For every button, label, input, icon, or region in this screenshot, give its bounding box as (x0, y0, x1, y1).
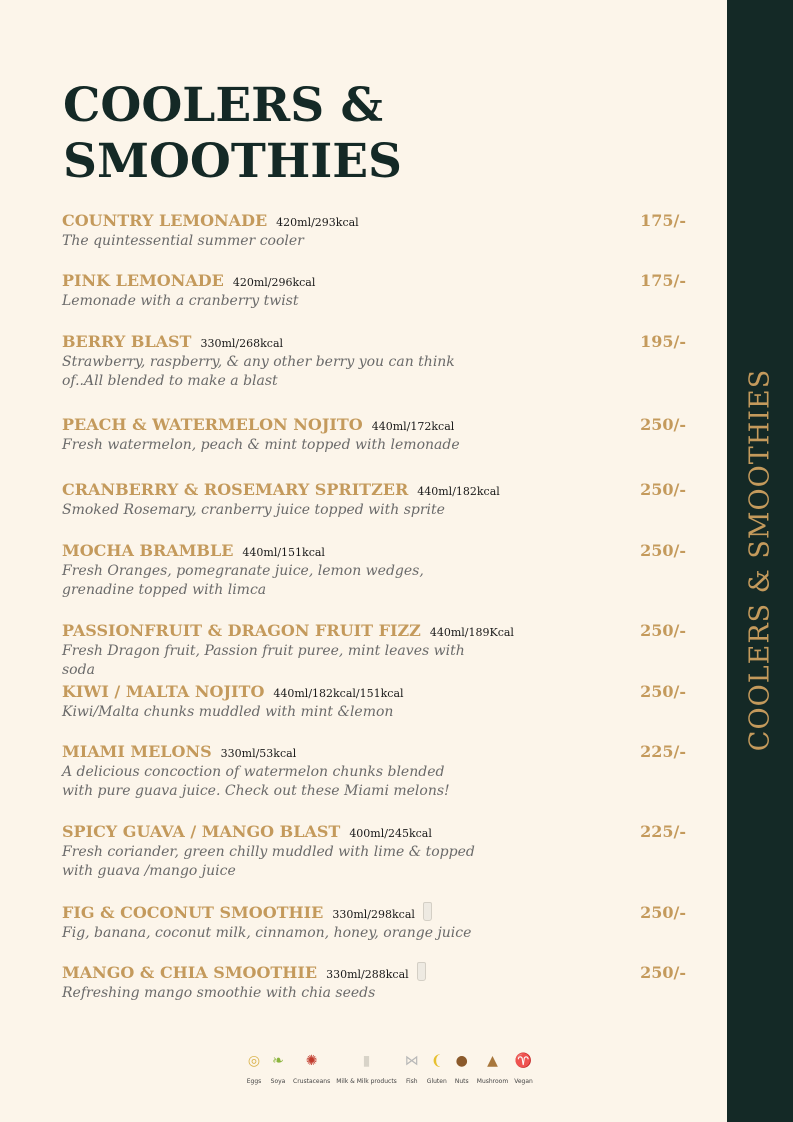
allergen-label: Mushroom (476, 1078, 509, 1085)
allergen-item (293, 1052, 330, 1086)
allergen-label: Milk & Milk products (336, 1078, 397, 1085)
item-name: FIG & COCONUT SMOOTHIE (62, 903, 324, 922)
menu-item-header (62, 210, 686, 232)
sidebar-label: COOLERS & SMOOTHIES (744, 368, 776, 752)
item-name: PEACH & WATERMELON NOJITO (62, 415, 363, 434)
item-price: 250/- (640, 682, 686, 701)
item-name: MANGO & CHIA SMOOTHIE (62, 963, 318, 982)
crab-icon: ✺ (305, 1053, 318, 1069)
item-description (62, 353, 492, 391)
item-description-line: with pure guava juice. Check out these Miami melons! (62, 783, 450, 799)
menu-item (62, 210, 686, 251)
item-volume-calories: 330ml/298kcal (332, 908, 415, 921)
allergen-label: Fish (405, 1078, 418, 1085)
item-description-line: grenadine topped with limca (62, 582, 267, 598)
menu-item (62, 741, 686, 801)
title-line-1: COOLERS & (63, 78, 383, 133)
item-description-line: Smoked Rosemary, cranberry juice topped with sprite (62, 502, 445, 518)
item-name: MIAMI MELONS (62, 742, 212, 761)
milk-bottle-icon (417, 962, 426, 981)
nuts-icon: ● (455, 1053, 468, 1069)
item-volume-calories: 330ml/53kcal (220, 747, 297, 760)
allergen-legend (245, 1052, 545, 1086)
allergen-label: Vegan (514, 1078, 533, 1085)
menu-item (62, 414, 686, 455)
item-name: SPICY GUAVA / MANGO BLAST (62, 822, 341, 841)
item-price: 250/- (640, 415, 686, 434)
menu-item-header (62, 821, 686, 843)
menu-item-header (62, 270, 686, 292)
item-name: PINK LEMONADE (62, 271, 224, 290)
menu-item (62, 962, 686, 1003)
allergen-label: Eggs (246, 1078, 262, 1085)
menu-item-header (62, 902, 686, 924)
menu-item (62, 331, 686, 391)
item-name: MOCHA BRAMBLE (62, 541, 234, 560)
item-description-line: Lemonade with a cranberry twist (62, 293, 299, 309)
menu-item-header (62, 681, 686, 703)
item-description (62, 843, 492, 881)
vegan-icon: ♈ (514, 1053, 533, 1069)
item-volume-calories: 440ml/189Kcal (429, 626, 514, 639)
item-description-line: with guava /mango juice (62, 863, 236, 879)
item-description-line: Fresh watermelon, peach & mint topped with lemonade (62, 437, 460, 453)
item-price: 225/- (640, 822, 686, 841)
item-price: 175/- (640, 211, 686, 230)
item-description-line: Kiwi/Malta chunks muddled with mint &lemon (62, 704, 394, 720)
allergen-item (477, 1052, 508, 1086)
menu-item-header (62, 414, 686, 436)
item-description-line: Fresh Oranges, pomegranate juice, lemon wedges, (62, 563, 424, 579)
allergen-item (336, 1052, 397, 1086)
item-price: 175/- (640, 271, 686, 290)
menu-item-header (62, 741, 686, 763)
item-volume-calories: 330ml/288kcal (326, 968, 409, 981)
item-description (62, 642, 492, 680)
item-description-line: Strawberry, raspberry, & any other berry you can think (62, 354, 455, 370)
item-description-line: The quintessential summer cooler (62, 233, 304, 249)
gluten-icon: ❨ (430, 1053, 443, 1069)
allergen-label: Soya (270, 1078, 286, 1085)
allergen-label: Crustaceans (293, 1078, 331, 1085)
item-price: 250/- (640, 903, 686, 922)
item-description-line: Fig, banana, coconut milk, cinnamon, honey, orange juice (62, 925, 472, 941)
item-description-line: Fresh coriander, green chilly muddled with lime & topped (62, 844, 475, 860)
allergen-item (403, 1052, 421, 1086)
item-price: 250/- (640, 963, 686, 982)
item-name: BERRY BLAST (62, 332, 192, 351)
item-volume-calories: 420ml/293kcal (276, 216, 359, 229)
menu-item-header (62, 479, 686, 501)
allergen-item (245, 1052, 263, 1086)
item-name: CRANBERRY & ROSEMARY SPRITZER (62, 480, 409, 499)
menu-item-header (62, 962, 686, 984)
item-description (62, 924, 492, 943)
item-description (62, 562, 492, 600)
milk-bottle-icon: ▮ (362, 1053, 371, 1069)
item-price: 225/- (640, 742, 686, 761)
milk-bottle-icon (423, 902, 432, 921)
menu-item-header (62, 540, 686, 562)
item-price: 250/- (640, 480, 686, 499)
menu-item (62, 620, 686, 680)
item-name: PASSIONFRUIT & DRAGON FRUIT FIZZ (62, 621, 421, 640)
allergen-item (514, 1052, 533, 1086)
item-volume-calories: 440ml/151kcal (242, 546, 325, 559)
item-description (62, 436, 492, 455)
item-name: COUNTRY LEMONADE (62, 211, 268, 230)
mushroom-icon: ▲ (487, 1053, 498, 1069)
item-description (62, 232, 492, 251)
item-description-line: Fresh Dragon fruit, Passion fruit puree, mint leaves with soda (62, 643, 465, 678)
menu-item (62, 540, 686, 600)
item-volume-calories: 440ml/182kcal (417, 485, 500, 498)
allergen-item (453, 1052, 471, 1086)
item-name: KIWI / MALTA NOJITO (62, 682, 265, 701)
allergen-item (269, 1052, 287, 1086)
menu-item (62, 821, 686, 881)
item-description-line: Refreshing mango smoothie with chia seeds (62, 985, 376, 1001)
item-price: 250/- (640, 621, 686, 640)
item-description (62, 501, 492, 520)
item-description-line: A delicious concoction of watermelon chunks blended (62, 764, 445, 780)
menu-item-header (62, 620, 686, 642)
fish-icon: ⋈ (404, 1053, 419, 1069)
item-description (62, 703, 492, 722)
allergen-item (427, 1052, 447, 1086)
item-description (62, 763, 492, 801)
menu-item-header (62, 331, 686, 353)
title-line-2: SMOOTHIES (63, 134, 402, 189)
item-price: 195/- (640, 332, 686, 351)
menu-item (62, 270, 686, 311)
page-title (63, 78, 663, 190)
item-description-line: of..All blended to make a blast (62, 373, 278, 389)
menu-item (62, 681, 686, 722)
soya-icon: ❧ (272, 1053, 284, 1069)
item-volume-calories: 400ml/245kcal (349, 827, 432, 840)
egg-icon: ◎ (247, 1053, 261, 1069)
item-volume-calories: 440ml/172kcal (371, 420, 455, 433)
item-description (62, 984, 492, 1003)
menu-item (62, 479, 686, 520)
item-volume-calories: 440ml/182kcal/151kcal (273, 687, 404, 700)
item-description (62, 292, 492, 311)
item-price: 250/- (640, 541, 686, 560)
menu-item (62, 902, 686, 943)
allergen-label: Gluten (426, 1078, 447, 1085)
allergen-label: Nuts (454, 1078, 469, 1085)
item-volume-calories: 420ml/296kcal (232, 276, 316, 289)
item-volume-calories: 330ml/268kcal (200, 337, 284, 350)
